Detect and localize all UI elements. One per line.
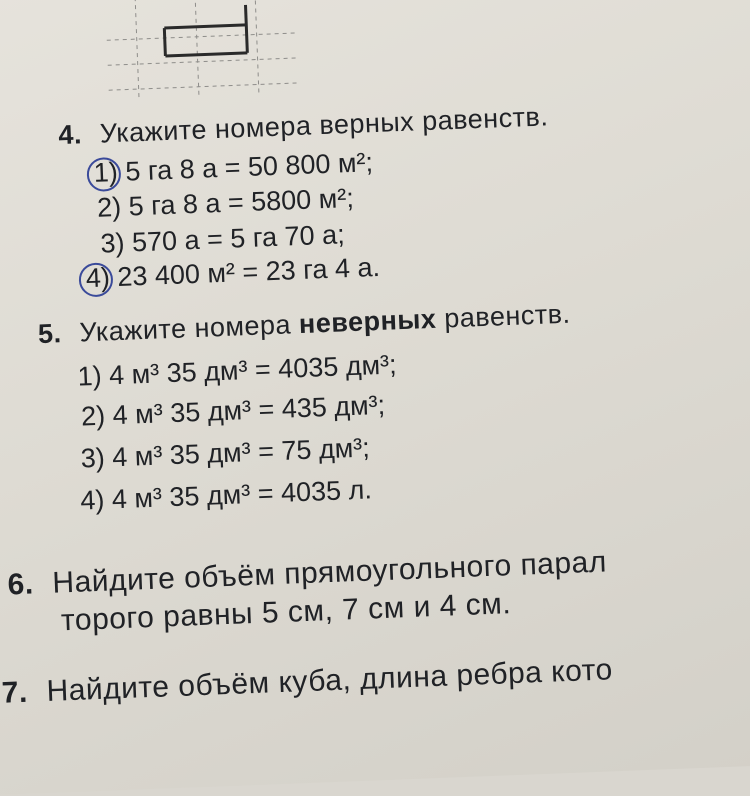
item-marker: 1) (93, 156, 119, 188)
item-text: 4 м³ 35 дм³ = 75 дм³; (111, 432, 371, 473)
task-6-line-1: Найдите объём прямоугольного парал (51, 545, 608, 600)
item-marker: 2) (96, 191, 122, 223)
item-marker: 3) (80, 442, 106, 474)
title-emphasis: неверных (298, 303, 437, 340)
task-4-item-1 (93, 147, 373, 189)
task-number: 5. (37, 318, 63, 350)
item-text: 4 м³ 35 дм³ = 4035 л. (111, 474, 373, 515)
item-text: 23 400 м² = 23 га 4 а. (116, 251, 381, 292)
task-7 (1, 653, 613, 710)
task-5-item-2 (81, 390, 386, 433)
item-text: 5 га 8 а = 50 800 м²; (124, 147, 374, 187)
item-marker: 3) (99, 227, 126, 259)
task-5-item-3 (80, 432, 370, 474)
task-number: 4. (57, 119, 83, 151)
task-6 (7, 545, 607, 602)
task-5-item-4 (80, 474, 373, 516)
item-text: 5 га 8 а = 5800 м²; (128, 182, 355, 222)
item-text: 4 м³ 35 дм³ = 4035 дм³; (108, 349, 398, 391)
grid-figure (95, 0, 309, 101)
task-number: 6. (6, 567, 35, 602)
item-marker: 4) (79, 484, 105, 516)
task-4-heading (58, 101, 549, 151)
item-marker: 2) (80, 400, 106, 432)
task-4-item-3 (100, 219, 345, 259)
task-5-item-1 (77, 349, 397, 392)
item-marker: 1) (77, 360, 103, 392)
title-part: Укажите номера (78, 309, 300, 348)
task-title (79, 299, 571, 348)
item-text: 570 а = 5 га 70 а; (131, 219, 346, 258)
task-6-line-2: торого равны 5 см, 7 см и 4 см. (60, 587, 512, 638)
task-4-item-2 (97, 183, 355, 224)
item-text: 4 м³ 35 дм³ = 435 дм³; (112, 389, 386, 431)
task-5-heading (37, 299, 571, 350)
task-title: Укажите номера верных равенств. (99, 101, 549, 149)
title-part: равенств. (435, 298, 572, 334)
item-marker: 4) (85, 262, 111, 294)
task-7-line-1: Найдите объём куба, длина ребра кото (45, 653, 614, 709)
task-number: 7. (1, 675, 29, 710)
grid-drawing (95, 0, 309, 101)
